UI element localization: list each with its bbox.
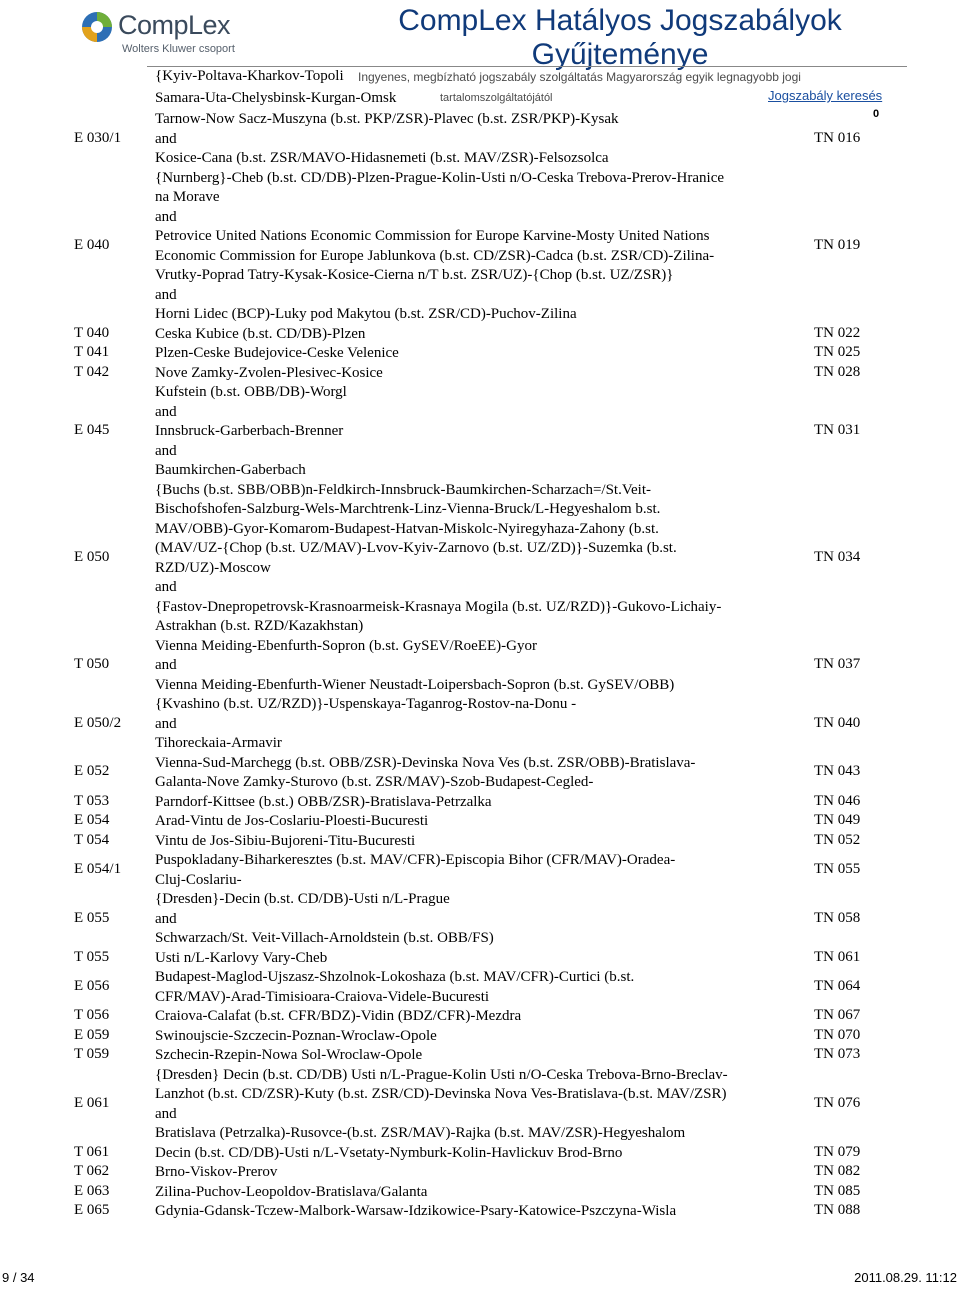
route-line: {Nurnberg}-Cheb (b.st. CD/DB)-Plzen-Prague-Kolin-Usti n/O-Ceska Trebova-Prerov-Hranice [155, 169, 725, 186]
route-code: T 040 [74, 324, 110, 341]
tn-number: TN 085 [814, 1182, 861, 1199]
table-row [0, 890, 960, 949]
tn-number: TN 034 [814, 548, 861, 565]
route-code: T 059 [74, 1046, 110, 1062]
route-description [155, 1144, 805, 1164]
tn-number: TN 052 [814, 831, 861, 848]
route-description [155, 949, 805, 969]
route-description [155, 968, 805, 1007]
route-line: Vintu de Jos-Sibiu-Bujoreni-Titu-Bucuresti [155, 832, 416, 849]
route-line: and [155, 715, 177, 732]
route-code: E 050 [74, 548, 110, 565]
route-description [155, 1027, 805, 1047]
route-code: E 045 [74, 422, 110, 438]
route-line: Szchecin-Rzepin-Nowa Sol-Wroclaw-Opole [155, 1047, 423, 1063]
route-code: E 050/2 [74, 714, 122, 731]
table-row [0, 793, 960, 813]
site-title-line-2: Gyűjteménye [531, 38, 709, 71]
tn-number: TN 049 [814, 812, 861, 828]
table-row [0, 169, 960, 325]
route-line: and [155, 403, 177, 420]
route-line: CFR/MAV)-Arad-Timisioara-Craiova-Videle-Bucuresti [155, 988, 490, 1005]
route-code: T 053 [74, 792, 110, 809]
route-description [155, 481, 805, 637]
table-row [0, 851, 960, 890]
route-line: Bischofshofen-Salzburg-Wels-Marchtrenk-Linz-Vienna-Bruck/L-Hegyeshalom b.st. [155, 501, 661, 517]
route-description [155, 832, 805, 852]
route-line: and [155, 442, 177, 459]
route-line: Tihoreckaia-Armavir [155, 735, 282, 751]
route-line: Arad-Vintu de Jos-Coslariu-Ploesti-Bucuresti [155, 813, 429, 829]
tn-number: TN 067 [814, 1007, 861, 1023]
site-title-line-1: CompLex Hatályos Jogszabályok [398, 4, 842, 37]
print-datetime: 2011.08.29. 11:12 [854, 1270, 957, 1285]
table-row [0, 754, 960, 793]
route-line: Decin (b.st. CD/DB)-Usti n/L-Vsetaty-Nymburk-Kolin-Havlickuv Brod-Brno [155, 1144, 623, 1161]
route-line: Kufstein (b.st. OBB/DB)-Worgl [155, 384, 347, 400]
route-code: E 056 [74, 977, 110, 994]
tn-number: TN 019 [814, 236, 861, 253]
table-row [0, 481, 960, 637]
route-description [155, 364, 805, 384]
tn-number: TN 043 [814, 763, 861, 780]
route-line: Baumkirchen-Gaberbach [155, 462, 306, 478]
route-description [155, 1183, 805, 1203]
table-row [0, 364, 960, 384]
route-code: E 055 [74, 909, 110, 926]
route-line: Zilina-Puchov-Leopoldov-Bratislava/Galanta [155, 1183, 428, 1200]
table-row [0, 383, 960, 481]
route-line: na Morave [155, 189, 220, 205]
route-line: Vienna Meiding-Ebenfurth-Wiener Neustadt-Loipersbach-Sopron (b.st. GySEV/OBB) [155, 676, 675, 693]
route-description [155, 793, 805, 813]
tn-number: TN 025 [814, 344, 861, 360]
table-row [0, 1163, 960, 1183]
table-row [0, 637, 960, 696]
zero-marker: 0 [873, 108, 880, 120]
tn-number: TN 055 [814, 860, 861, 877]
route-line: Innsbruck-Garberbach-Brenner [155, 423, 344, 439]
route-description [155, 110, 805, 169]
route-line: Gdynia-Gdansk-Tczew-Malbork-Warsaw-Idzikowice-Psary-Katowice-Pszczyna-Wisla [155, 1203, 677, 1219]
route-line: and [155, 1105, 177, 1122]
route-line: {Kvashino (b.st. UZ/RZD)}-Uspenskaya-Taganrog-Rostov-na-Donu - [155, 696, 577, 712]
route-line: {Dresden} Decin (b.st. CD/DB) Usti n/L-Prague-Kolin Usti n/O-Ceska Trebova-Brno-Breclav- [155, 1066, 728, 1083]
route-description [155, 1066, 805, 1144]
table-row [0, 325, 960, 345]
table-row [0, 1144, 960, 1164]
tn-number: TN 064 [814, 977, 861, 994]
table-row [0, 695, 960, 754]
tagline-continued: tartalomszolgáltatójától [440, 92, 553, 104]
route-line: and [155, 910, 177, 927]
route-line: Lanzhot (b.st. CD/ZSR)-Kuty (b.st. ZSR/CD)-Devinska Nova Ves-Bratislava-(b.st. MAV/ZSR) [155, 1086, 727, 1102]
route-line: Vienna-Sud-Marchegg (b.st. OBB/ZSR)-Devinska Nova Ves (b.st. ZSR/OBB)-Bratislava- [155, 754, 696, 771]
table-row [0, 1183, 960, 1203]
route-code: T 054 [74, 831, 110, 848]
tn-number: TN 082 [814, 1163, 861, 1179]
route-line: Plzen-Ceske Budejovice-Ceske Velenice [155, 345, 399, 361]
tn-number: TN 058 [814, 909, 861, 926]
route-line: {Fastov-Dnepropetrovsk-Krasnoarmeisk-Krasnaya Mogila (b.st. UZ/RZD)}-Gukovo-Lichaiy- [155, 598, 722, 615]
route-description [155, 383, 805, 481]
route-line: Usti n/L-Karlovy Vary-Cheb [155, 949, 328, 966]
route-line: Schwarzach/St. Veit-Villach-Arnoldstein (b.st. OBB/FS) [155, 930, 494, 946]
route-line: Ceska Kubice (b.st. CD/DB)-Plzen [155, 325, 366, 342]
route-line: Vrutky-Poprad Tatry-Kysak-Kosice-Cierna n/T b.st. ZSR/UZ)-{Chop (b.st. UZ/ZSR)} [155, 267, 674, 283]
tn-number: TN 088 [814, 1202, 861, 1218]
route-line: Brno-Viskov-Prerov [155, 1164, 278, 1180]
route-code: E 054 [74, 812, 110, 828]
route-line: RZD/UZ)-Moscow [155, 559, 271, 576]
route-line: Swinoujscie-Szczecin-Poznan-Wroclaw-Opole [155, 1027, 437, 1044]
route-line: Galanta-Nove Zamky-Sturovo (b.st. ZSR/MAV)-Szob-Budapest-Cegled- [155, 774, 594, 790]
route-line: Kosice-Cana (b.st. ZSR/MAVO-Hidasnemeti (b.st. MAV/ZSR)-Felsozsolca [155, 150, 609, 166]
route-description [155, 1202, 805, 1222]
table-row [0, 344, 960, 364]
table-row [0, 1027, 960, 1047]
route-line: Puspokladany-Biharkeresztes (b.st. MAV/CFR)-Episcopia Bihor (CFR/MAV)-Oradea- [155, 852, 676, 868]
route-line: and [155, 130, 177, 147]
route-description [155, 754, 805, 793]
route-line: Astrakhan (b.st. RZD/Kazakhstan) [155, 618, 364, 634]
route-code: T 056 [74, 1007, 110, 1023]
tn-number: TN 016 [814, 129, 861, 146]
route-line: Horni Lidec (BCP)-Luky pod Makytou (b.st. ZSR/CD)-Puchov-Zilina [155, 306, 577, 322]
tn-number: TN 070 [814, 1026, 861, 1043]
site-title [360, 4, 880, 72]
route-description [155, 851, 805, 890]
route-line: and [155, 657, 177, 673]
table-row [0, 1046, 960, 1066]
tn-number: TN 040 [814, 714, 861, 731]
route-description [155, 890, 805, 949]
route-code: E 030/1 [74, 129, 122, 146]
table-row [0, 812, 960, 832]
route-code: E 059 [74, 1026, 110, 1043]
tagline: Ingyenes, megbízható jogszabály szolgáltatás Magyarország egyik legnagyobb jogi [358, 70, 801, 84]
route-description [155, 169, 805, 325]
complex-logo[interactable] [80, 8, 280, 56]
tn-number: TN 028 [814, 363, 861, 380]
route-code: T 041 [74, 344, 110, 360]
route-line: Cluj-Coslariu- [155, 871, 242, 888]
logo-text: CompLex [118, 10, 231, 40]
route-description [155, 325, 805, 345]
route-line: and [155, 579, 177, 595]
route-line: Vienna Meiding-Ebenfurth-Sopron (b.st. GySEV/RoeEE)-Gyor [155, 637, 537, 654]
route-code: E 061 [74, 1094, 110, 1111]
route-code: T 062 [74, 1163, 110, 1179]
tn-number: TN 031 [814, 422, 861, 438]
tn-number: TN 046 [814, 792, 861, 809]
tn-number: TN 079 [814, 1143, 861, 1160]
route-code: T 050 [74, 656, 110, 672]
search-link[interactable]: Jogszabály keresés [768, 88, 883, 103]
route-description [155, 637, 805, 696]
logo-subtitle: Wolters Kluwer csoport [122, 43, 235, 55]
route-code: E 052 [74, 763, 110, 780]
route-line: Petrovice United Nations Economic Commission for Europe Karvine-Mosty United Nations [155, 228, 710, 244]
header-divider [147, 66, 907, 67]
route-description [155, 1163, 805, 1183]
route-description [155, 344, 805, 364]
route-description [155, 812, 805, 832]
route-description [155, 695, 805, 754]
tn-number: TN 022 [814, 324, 861, 341]
route-line: and [155, 208, 177, 225]
route-line: {Buchs (b.st. SBB/OBB)n-Feldkirch-Innsbruck-Baumkirchen-Scharzach=/St.Veit- [155, 481, 651, 498]
table-row [0, 968, 960, 1007]
tn-number: TN 037 [814, 656, 861, 672]
route-line: Craiova-Calafat (b.st. CFR/BDZ)-Vidin (BDZ/CFR)-Mezdra [155, 1008, 522, 1024]
route-line: and [155, 286, 177, 303]
tn-number: TN 073 [814, 1046, 861, 1062]
route-line: Nove Zamky-Zvolen-Plesivec-Kosice [155, 364, 383, 381]
route-line: {Dresden}-Decin (b.st. CD/DB)-Usti n/L-Prague [155, 891, 450, 907]
route-line: Economic Commission for Europe Jablunkova (b.st. CD/ZSR)-Cadca (b.st. ZSR/CD)-Zilina- [155, 247, 715, 264]
overlapped-route-line-1: {Kyiv-Poltava-Kharkov-Topoli [155, 68, 344, 84]
route-line: MAV/OBB)-Gyor-Komarom-Budapest-Hatvan-Miskolc-Nyiregyhaza-Zahony (b.st. [155, 520, 659, 537]
route-code: E 040 [74, 236, 110, 253]
route-code: E 054/1 [74, 860, 122, 877]
route-line: (MAV/UZ-{Chop (b.st. UZ/MAV)-Lvov-Kyiv-Zarnovo (b.st. UZ/ZD)}-Suzemka (b.st. [155, 540, 677, 556]
route-code: E 065 [74, 1202, 110, 1218]
table-row [0, 110, 960, 169]
table-row [0, 949, 960, 969]
table-row [0, 1066, 960, 1144]
table-row [0, 1007, 960, 1027]
table-row [0, 1202, 960, 1222]
route-code: T 042 [74, 363, 110, 380]
route-line: Bratislava (Petrzalka)-Rusovce-(b.st. ZSR/MAV)-Rajka (b.st. MAV/ZSR)-Hegyeshalom [155, 1125, 686, 1141]
tn-number: TN 076 [814, 1094, 861, 1111]
route-code: E 063 [74, 1182, 110, 1199]
table-row [0, 832, 960, 852]
route-description [155, 1007, 805, 1027]
route-code: T 055 [74, 948, 110, 965]
page-number: 9 / 34 [2, 1270, 35, 1285]
route-line: Budapest-Maglod-Ujszasz-Shzolnok-Lokoshaza (b.st. MAV/CFR)-Curtici (b.st. [155, 969, 635, 985]
route-line: Tarnow-Now Sacz-Muszyna (b.st. PKP/ZSR)-Plavec (b.st. ZSR/PKP)-Kysak [155, 111, 619, 127]
route-description [155, 1046, 805, 1066]
overlapped-route-line-2: Samara-Uta-Chelysbinsk-Kurgan-Omsk [155, 90, 397, 106]
tn-number: TN 061 [814, 948, 861, 965]
globe-icon [80, 10, 114, 44]
route-code: T 061 [74, 1143, 110, 1160]
route-line: Parndorf-Kittsee (b.st.) OBB/ZSR)-Bratislava-Petrzalka [155, 793, 492, 810]
